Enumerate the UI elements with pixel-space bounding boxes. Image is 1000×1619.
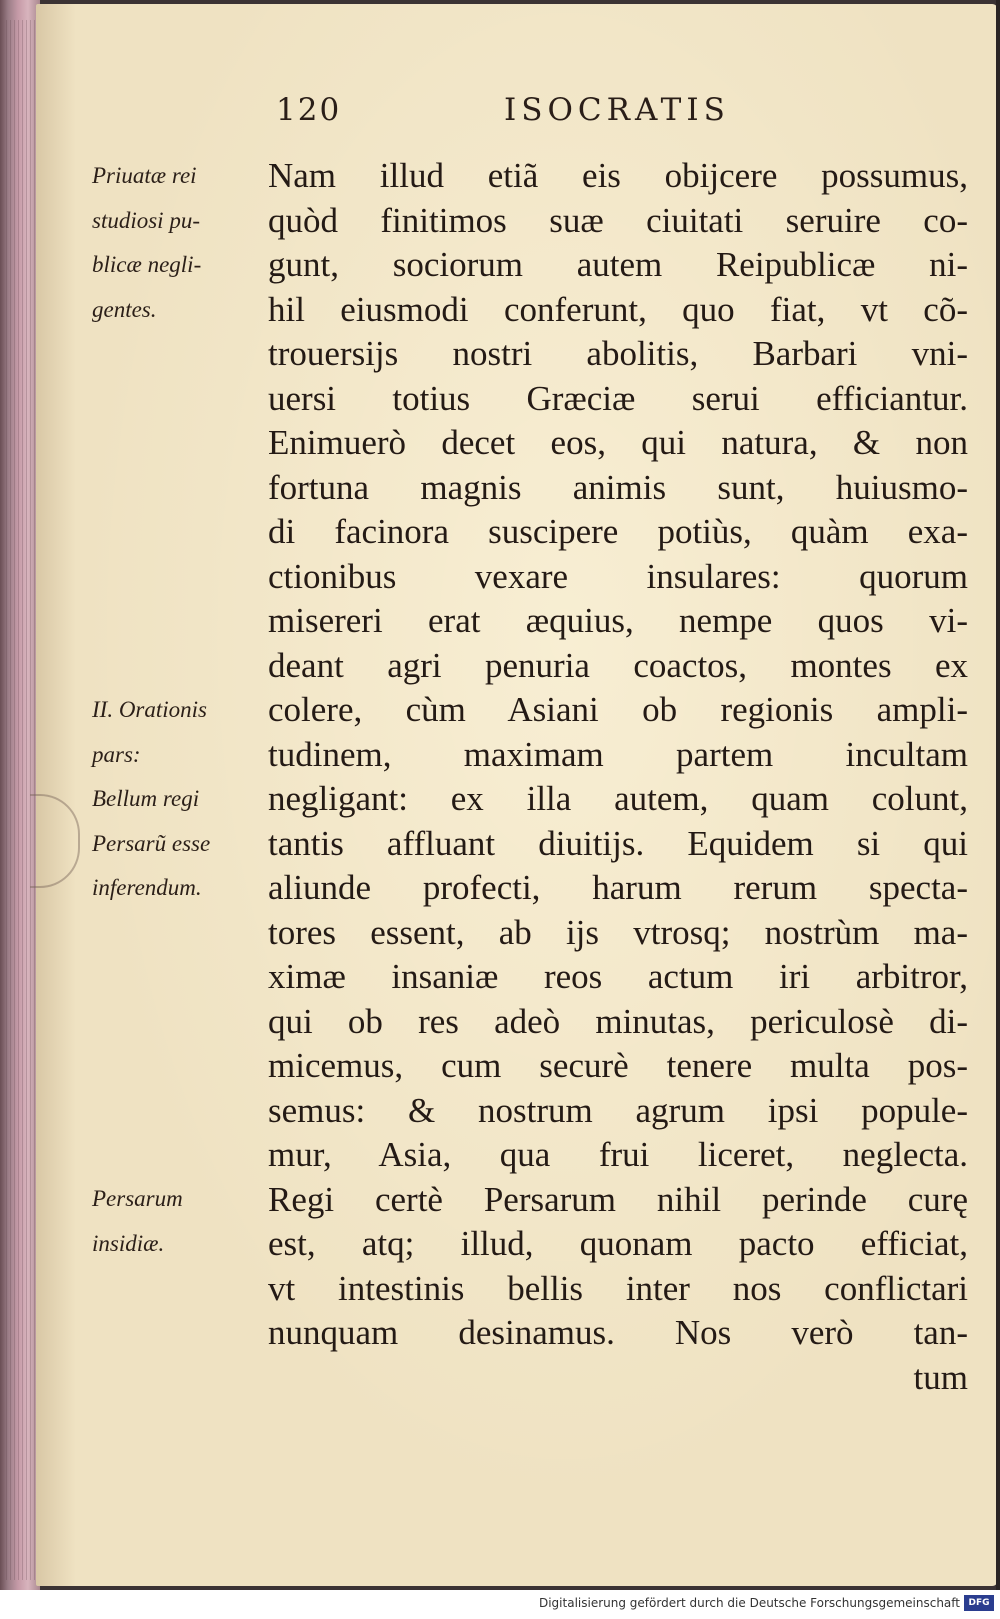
running-title: ISOCRATIS <box>504 92 730 128</box>
text-line: misereri erat æquius, nempe quos vi- <box>268 601 968 640</box>
body-text <box>268 154 968 1400</box>
text-line: deant agri penuria coactos, montes ex <box>268 645 968 685</box>
text-line: micemus, cum securè tenere multa pos- <box>268 1046 968 1085</box>
text-line: tores essent, ab ijs vtrosq; nostrùm ma- <box>268 912 968 952</box>
text-line: trouersijs nostri abolitis, Barbari vni- <box>268 334 968 373</box>
text-line: semus: & nostrum agrum ipsi popule- <box>268 1090 968 1130</box>
margin-note-line: blicæ negli- <box>92 252 202 277</box>
clip-mark <box>30 794 80 888</box>
margin-note-line: Persarum <box>92 1186 183 1211</box>
text-line: Nam illud etiã eis obijcere possumus, <box>268 156 968 195</box>
funding-credit: Digitalisierung gefördert durch die Deutsche Forschungsgemeinschaft <box>538 1596 960 1610</box>
text-line: di facinora suscipere potiùs, quàm exa- <box>268 512 968 551</box>
margin-note-line: Persarũ esse <box>92 830 211 856</box>
text-line: colere, cùm Asiani ob regionis ampli- <box>268 690 968 729</box>
margin-note-line: gentes. <box>92 296 157 322</box>
text-line: hil eiusmodi conferunt, quo fiat, vt cõ- <box>268 289 968 329</box>
text-line: ctionibus vexare insulares: quorum <box>268 556 968 596</box>
text-line: Regi certè Persarum nihil perinde curę <box>268 1179 968 1219</box>
text-line: negligant: ex illa autem, quam colunt, <box>268 779 968 818</box>
text-line: tudinem, maximam partem incultam <box>268 734 968 774</box>
text-line: mur, Asia, qua frui liceret, neglecta. <box>268 1135 968 1174</box>
margin-note-line: Priuatæ rei <box>92 163 197 188</box>
text-line: aliunde profecti, harum rerum specta- <box>268 868 968 907</box>
text-line: vt intestinis bellis inter nos conflictari <box>268 1268 968 1308</box>
margin-note-line: studiosi pu- <box>92 207 200 233</box>
page-number: 120 <box>276 92 342 128</box>
margin-note-line: Bellum regi <box>92 786 200 811</box>
text-line: est, atq; illud, quonam pacto efficiat, <box>268 1224 968 1263</box>
margin-note-line: pars: <box>92 741 141 767</box>
text-line: uersi totius Græciæ serui efficiantur. <box>268 378 968 418</box>
margin-note-2 <box>92 688 272 911</box>
margin-note-line: II. Orationis <box>92 697 207 722</box>
text-line: tantis affluant diuitijs. Equidem si qui <box>268 823 968 863</box>
page-header <box>36 92 998 142</box>
dfg-logo: DFG <box>964 1595 994 1611</box>
margin-note-1 <box>92 154 272 332</box>
book-page <box>36 4 998 1586</box>
digitization-footer <box>0 1590 1000 1619</box>
text-line: gunt, sociorum autem Reipublicæ ni- <box>268 245 968 284</box>
scan-border-right <box>996 0 1000 1590</box>
catchword: tum <box>913 1357 968 1397</box>
margin-note-line: inferendum. <box>92 875 202 900</box>
text-line: nunquam desinamus. Nos verò tan- <box>268 1313 968 1352</box>
text-line: ximæ insaniæ reos actum iri arbitror, <box>268 957 968 996</box>
margin-note-line: insidiæ. <box>92 1230 165 1256</box>
text-line: qui ob res adeò minutas, periculosè di- <box>268 1001 968 1041</box>
text-line: Enimuerò decet eos, qui natura, & non <box>268 423 968 462</box>
text-line: quòd finitimos suæ ciuitati seruire co- <box>268 200 968 240</box>
margin-note-3 <box>92 1177 272 1266</box>
text-line: fortuna magnis animis sunt, huiusmo- <box>268 467 968 507</box>
